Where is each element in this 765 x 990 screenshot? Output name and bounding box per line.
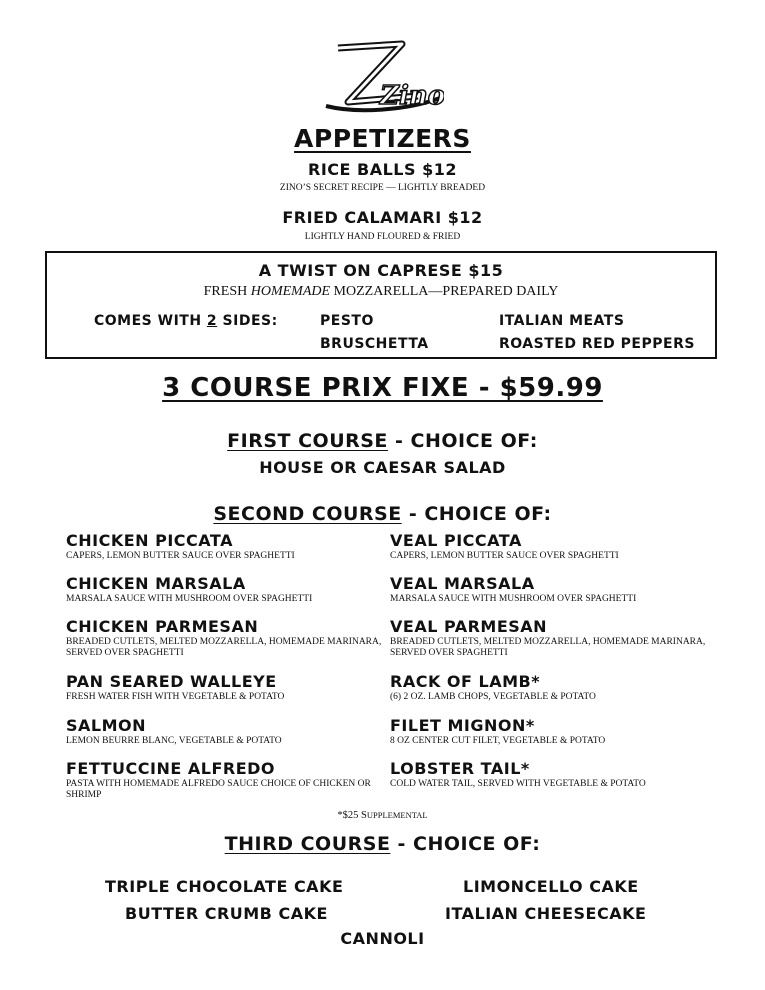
entree-description: BREADED CUTLETS, MELTED MOZZARELLA, HOMEMADE MARINARA, SERVED OVER SPAGHETTI: [66, 637, 382, 658]
entree-lobster-tail: [390, 759, 710, 790]
entree-name: CHICKEN PARMESAN: [66, 617, 259, 636]
entree-name: RACK OF LAMB*: [390, 672, 541, 691]
entree-description: 8 OZ CENTER CUT FILET, VEGETABLE & POTATO: [390, 736, 606, 746]
entree-description: FRESH WATER FISH WITH VEGETABLE & POTATO: [66, 692, 285, 702]
first-course-label: FIRST COURSE: [227, 430, 388, 452]
appetizers-heading: APPETIZERS: [294, 124, 471, 153]
entree-rack-of-lamb: [390, 672, 710, 703]
dessert-butter-crumb-cake: BUTTER CRUMB CAKE: [125, 904, 328, 923]
first-course-heading: [0, 430, 765, 452]
side-bruschetta: BRUSCHETTA: [320, 336, 429, 352]
entree-description: BREADED CUTLETS, MELTED MOZZARELLA, HOMEMADE MARINARA, SERVED OVER SPAGHETTI: [390, 637, 706, 658]
sides-count: 2: [206, 313, 218, 329]
caprese-title: A TWIST ON CAPRESE $15: [258, 261, 504, 280]
first-course-option: HOUSE OR CAESAR SALAD: [259, 458, 506, 477]
caprese-desc-prefix: FRESH: [203, 284, 251, 299]
caprese-desc-emphasis: HOMEMADE: [250, 284, 331, 299]
entree-veal-piccata: [390, 531, 710, 562]
dessert-cannoli: CANNOLI: [340, 929, 425, 948]
third-course-heading: [0, 833, 765, 855]
entree-chicken-piccata: [66, 531, 386, 562]
entree-description: CAPERS, LEMON BUTTER SAUCE OVER SPAGHETTI: [390, 551, 619, 561]
entree-description: MARSALA SAUCE WITH MUSHROOM OVER SPAGHETTI: [390, 594, 637, 604]
entree-name: SALMON: [66, 716, 147, 735]
dessert-triple-chocolate-cake: TRIPLE CHOCOLATE CAKE: [105, 877, 344, 896]
dessert-italian-cheesecake: ITALIAN CHEESECAKE: [445, 904, 647, 923]
third-course-choice: - CHOICE OF:: [390, 833, 541, 855]
entree-description: CAPERS, LEMON BUTTER SAUCE OVER SPAGHETTI: [66, 551, 295, 561]
supplement-note: [0, 810, 765, 821]
side-pesto: PESTO: [320, 313, 374, 329]
entree-veal-marsala: [390, 574, 710, 605]
prix-fixe-heading: 3 COURSE PRIX FIXE - $59.99: [162, 373, 603, 403]
entree-chicken-marsala: [66, 574, 386, 605]
dessert-limoncello-cake: LIMONCELLO CAKE: [463, 877, 639, 896]
entree-veal-parmesan: [390, 617, 710, 659]
sides-prefix: COMES WITH: [94, 313, 207, 329]
rice-balls-name: RICE BALLS $12: [308, 160, 457, 179]
entree-name: VEAL PARMESAN: [390, 617, 548, 636]
entree-name: CHICKEN PICCATA: [66, 531, 233, 550]
entree-name: VEAL PICCATA: [390, 531, 522, 550]
caprese-sides-label: [94, 313, 278, 329]
entree-name: LOBSTER TAIL*: [390, 759, 530, 778]
side-italian-meats: ITALIAN MEATS: [499, 313, 625, 329]
entree-name: CHICKEN MARSALA: [66, 574, 246, 593]
entree-filet-mignon: [390, 716, 710, 747]
fried-calamari-description: LIGHTLY HAND FLOURED & FRIED: [304, 232, 461, 242]
first-course-choice: - CHOICE OF:: [387, 430, 538, 452]
fried-calamari-name: FRIED CALAMARI $12: [282, 208, 483, 227]
entree-description: MARSALA SAUCE WITH MUSHROOM OVER SPAGHETTI: [66, 594, 313, 604]
entree-fettuccine-alfredo: [66, 759, 386, 801]
entree-chicken-parmesan: [66, 617, 386, 659]
entree-description: LEMON BEURRE BLANC, VEGETABLE & POTATO: [66, 736, 282, 746]
caprese-description: [47, 284, 715, 300]
supplement-word: UPPLEMENTAL: [366, 810, 428, 820]
caprese-desc-suffix: MOZZARELLA—PREPARED DAILY: [330, 284, 559, 299]
entree-description: PASTA WITH HOMEMADE ALFREDO SAUCE CHOICE OF CHICKEN OR SHRIMP: [66, 779, 371, 800]
second-course-label: SECOND COURSE: [213, 503, 402, 525]
entree-name: VEAL MARSALA: [390, 574, 535, 593]
entree-description: COLD WATER TAIL, SERVED WITH VEGETABLE & POTATO: [390, 779, 646, 789]
entree-name: PAN SEARED WALLEYE: [66, 672, 277, 691]
entree-pan-seared-walleye: [66, 672, 386, 703]
zino-logo: [318, 40, 444, 120]
third-course-label: THIRD COURSE: [224, 833, 391, 855]
entree-name: FILET MIGNON*: [390, 716, 535, 735]
side-roasted-red-peppers: ROASTED RED PEPPERS: [499, 336, 695, 352]
rice-balls-description: ZINO’S SECRET RECIPE — LIGHTLY BREADED: [279, 183, 486, 193]
entree-name: FETTUCCINE ALFREDO: [66, 759, 276, 778]
entree-description: (6) 2 OZ. LAMB CHOPS, VEGETABLE & POTATO: [390, 692, 596, 702]
entree-salmon: [66, 716, 386, 747]
caprese-special-box: [45, 251, 717, 359]
sides-suffix: SIDES:: [217, 313, 278, 329]
logo-text: Zino: [380, 81, 444, 111]
second-course-heading: [0, 503, 765, 525]
second-course-choice: - CHOICE OF:: [401, 503, 552, 525]
supplement-price: *$25 S: [337, 810, 367, 821]
